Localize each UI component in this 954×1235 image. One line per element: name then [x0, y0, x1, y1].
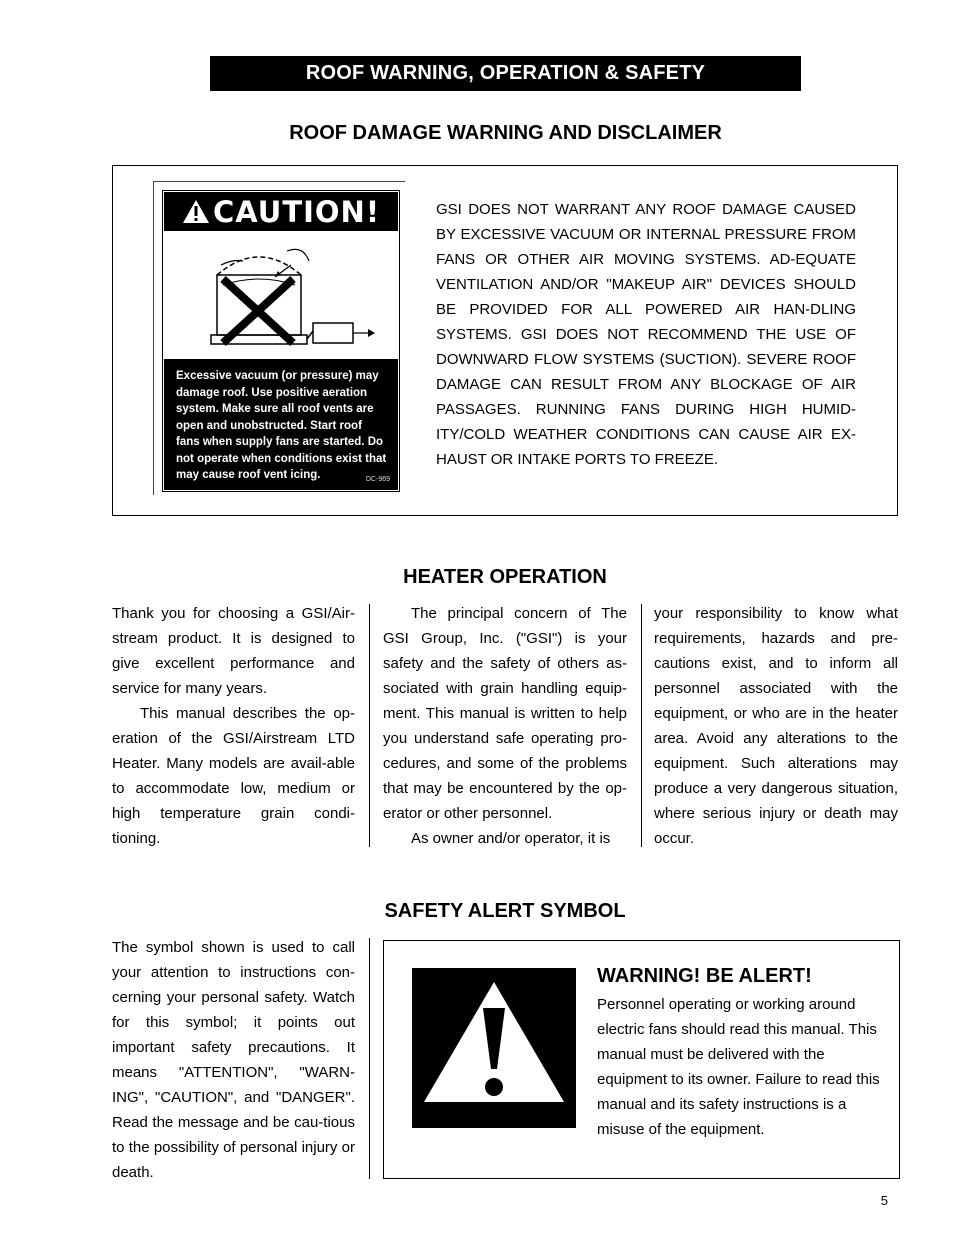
heater-paragraph: This manual describes the op-eration of the GSI/Airstream LTD Heater. Many models are avail-able to accommodate low, medium or high temperature grain condi-tioning. [112, 705, 355, 847]
grain-bin-illustration [163, 231, 399, 359]
warning-title: WARNING! BE ALERT! [597, 965, 812, 987]
page-title-bar [210, 56, 801, 91]
heater-paragraph: The principal concern of The GSI Group, Inc. ("GSI") is your safety and the safety of others as-sociated with grain handling equip-ment. This manual is written to help you understand safe operating pro-cedures, and some of the problems that may be encountered by the op-erator or other personnel. [383, 605, 627, 822]
caution-label: CAUTION! [212, 194, 381, 229]
heater-paragraph: Thank you for choosing a GSI/Air-stream product. It is designed to give excellent performance and service for many years. [112, 605, 355, 697]
safety-paragraph: The symbol shown is used to call your attention to instructions con-cerning your personal safety. Watch for this symbol; it points out important safety precautions. It means "ATTENTION", "WARN-ING", "CAUTION", and "DANGER". Read the message and be cau-tious to the possibility of personal injury or death. [112, 939, 355, 1181]
safety-alert-body [112, 935, 355, 1185]
heater-column-3 [654, 601, 898, 851]
roof-disclaimer-text: GSI DOES NOT WARRANT ANY ROOF DAMAGE CAUSED BY EXCESSIVE VACUUM OR INTERNAL PRESSURE FROM FANS OR OTHER AIR MOVING SYSTEMS. AD-EQUATE VENTILATION AND/OR "MAKEUP AIR" DEVICES SHOULD BE PROVIDED FOR ALL POWERED AIR HAN-DLING SYSTEMS. GSI DOES NOT RECOMMEND THE USE OF DOWNWARD FLOW SYSTEMS (SUCTION). SEVERE ROOF DAMAGE CAN RESULT FROM ANY BLOCKAGE OF AIR PASSAGES. RUNNING FANS DURING HIGH HUMID-ITY/COLD WEATHER CONDITIONS CAN CAUSE AIR EX-HAUST OR INTAKE PORTS TO FREEZE. [436, 201, 856, 468]
heater-column-1 [112, 601, 355, 851]
roof-damage-heading: ROOF DAMAGE WARNING AND DISCLAIMER [289, 122, 722, 144]
heater-column-2 [383, 601, 627, 851]
caution-sticker-inner [162, 190, 400, 492]
warning-box [383, 940, 900, 1179]
caution-sticker-code: DC-969 [365, 476, 390, 483]
column-divider [369, 938, 370, 1179]
warning-text: Personnel operating or working around electric fans should read this manual. This manual must be delivered with the equipment to its owner. Failure to read this manual and its safety instructions is a misuse of the equipment. [597, 996, 880, 1138]
column-divider [369, 604, 370, 847]
heater-paragraph: As owner and/or operator, it is [411, 830, 611, 847]
caution-sticker-message [164, 359, 398, 490]
heater-paragraph: your responsibility to know what requirements, hazards and pre-cautions exist, and to inform all personnel associated with the equipment, or who are in the heater area. Avoid any alterations to the equipment. Such alterations may produce a very dangerous situation, where serious injury or death may occur. [654, 605, 898, 847]
page-title: ROOF WARNING, OPERATION & SAFETY [305, 62, 706, 84]
heater-operation-heading: HEATER OPERATION [403, 566, 607, 588]
safety-alert-symbol [412, 968, 576, 1128]
safety-alert-triangle-icon [412, 968, 576, 1128]
caution-sticker-text: Excessive vacuum (or pressure) may damage roof. Use positive aeration system. Make sure all roof vents are open and unobstructed. Start roof fans when supply fans are started. Do not operate when conditions exist that may cause roof vent icing. [176, 370, 387, 481]
page-number: 5 [880, 1193, 888, 1208]
column-divider [641, 604, 642, 847]
warning-triangle-icon [182, 199, 210, 224]
safety-alert-heading: SAFETY ALERT SYMBOL [384, 900, 626, 922]
caution-sticker [153, 181, 405, 495]
caution-header [164, 192, 398, 231]
